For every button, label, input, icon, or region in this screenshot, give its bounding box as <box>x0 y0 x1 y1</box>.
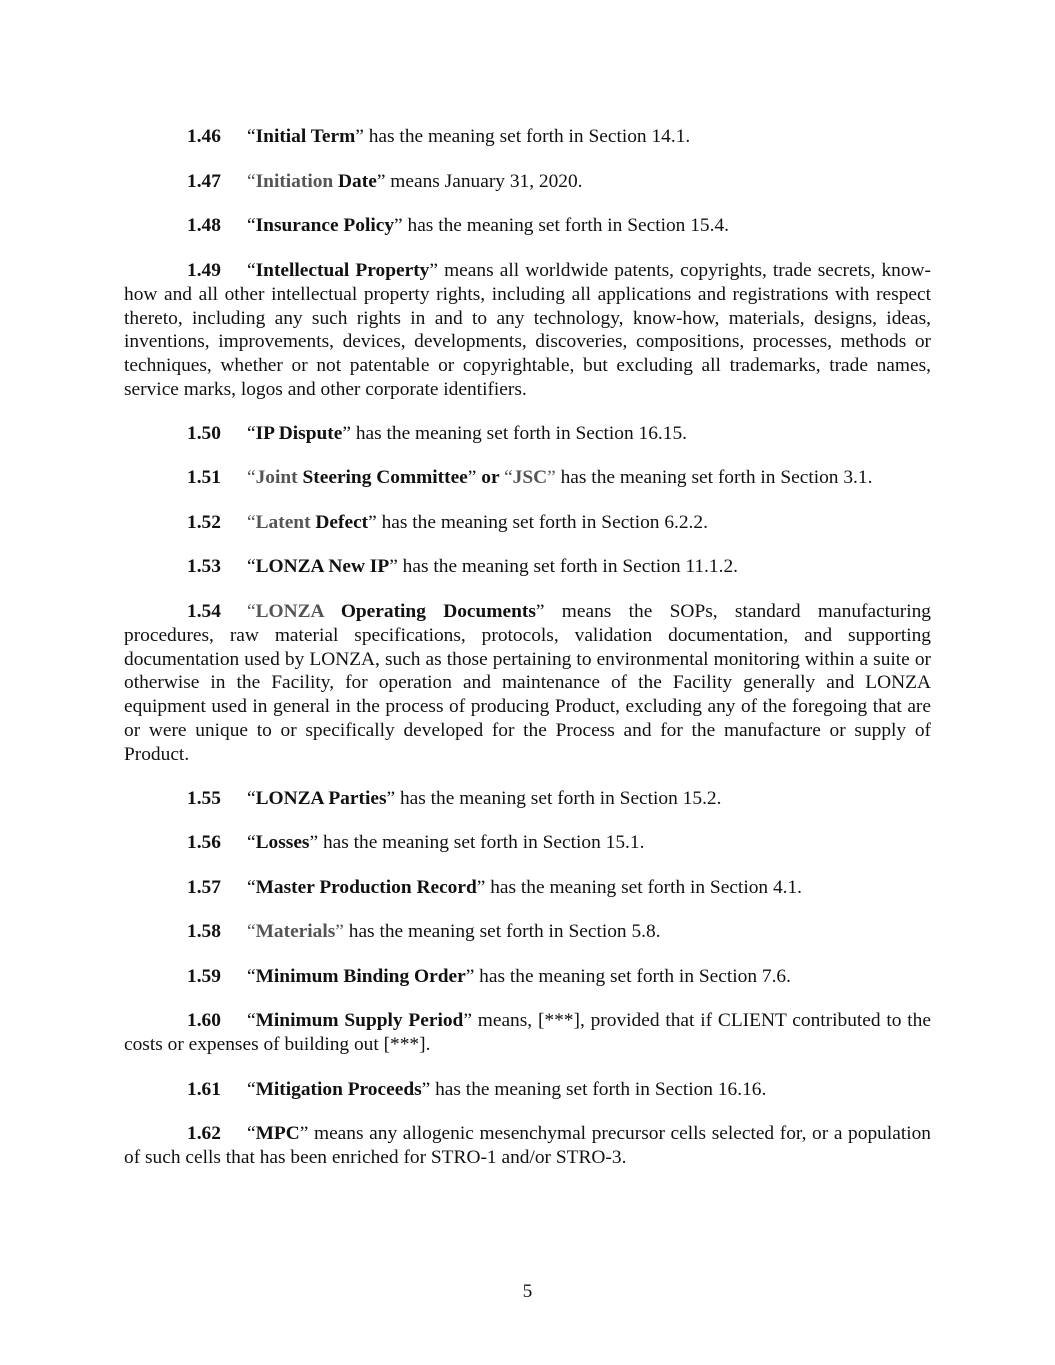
section-number: 1.48 <box>187 215 221 236</box>
section-number: 1.47 <box>187 171 221 192</box>
defined-term: Intellectual Property <box>255 260 430 281</box>
section-number: 1.54 <box>187 601 221 622</box>
section-number: 1.52 <box>187 512 221 533</box>
definition-text: has the meaning set forth in Section 16.15. <box>350 423 688 444</box>
defined-term: LONZA New IP <box>255 556 390 577</box>
section-number: 1.61 <box>187 1079 221 1100</box>
or-word: or <box>476 467 505 488</box>
defined-term: Master Production Record <box>255 877 477 898</box>
section-number: 1.62 <box>187 1123 221 1144</box>
definition-1-50: 1.50 “IP Dispute” has the meaning set forth in Section 16.15. <box>187 423 688 444</box>
definition-1-61: 1.61 “Mitigation Proceeds” has the meaning set forth in Section 16.16. <box>187 1079 767 1100</box>
definition-1-51: 1.51 “Joint Steering Committee” or “JSC” has the meaning set forth in Section 3.1. <box>187 467 873 488</box>
definition-text: means any allogenic mesenchymal precursor cells selected for, or a population of such cells that has been enriched for STRO-1 and/or STRO-3. <box>124 1123 931 1168</box>
section-number: 1.50 <box>187 423 221 444</box>
definition-1-53: 1.53 “LONZA New IP” has the meaning set forth in Section 11.1.2. <box>187 556 738 577</box>
defined-term-part: Steering Committee <box>297 467 468 488</box>
defined-term-part: LONZA <box>255 601 324 622</box>
section-number: 1.53 <box>187 556 221 577</box>
defined-term-part: Defect <box>310 512 369 533</box>
definition-1-47: 1.47 “Initiation Date” means January 31, 2020. <box>187 171 583 192</box>
defined-term-part: Initiation <box>255 171 334 192</box>
definition-1-60: 1.60 “Minimum Supply Period” means, [***], provided that if CLIENT contributed to the costs or expenses of building out [***]. <box>124 1010 931 1055</box>
definition-1-55: 1.55 “LONZA Parties” has the meaning set forth in Section 15.2. <box>187 788 722 809</box>
definition-1-49: 1.49 “Intellectual Property” means all worldwide patents, copyrights, trade secrets, know-how and all other intellectual property rights, including all applications and registrations with respect thereto, including any such rights in and to any technology, know-how, materials, designs, ideas, inventions, improvements, devices, developments, discoveries, compositions, processes, methods or techniques, whether or not patentable or copyrightable, but excluding all trademarks, trade names, service marks, logos and other corporate identifiers. <box>124 260 932 400</box>
definition-text: has the meaning set forth in Section 15.2. <box>395 788 722 809</box>
definition-text: has the meaning set forth in Section 4.1. <box>485 877 803 898</box>
defined-term: Mitigation Proceeds <box>255 1079 422 1100</box>
defined-term: Minimum Binding Order <box>255 966 466 987</box>
definition-text: has the meaning set forth in Section 11.1.2. <box>397 556 738 577</box>
section-number: 1.51 <box>187 467 221 488</box>
section-number: 1.46 <box>187 126 221 147</box>
defined-term-part: Date <box>333 171 377 192</box>
definition-1-56: 1.56 “Losses” has the meaning set forth in Section 15.1. <box>187 832 645 853</box>
section-number: 1.59 <box>187 966 221 987</box>
definition-1-52: 1.52 “Latent Defect” has the meaning set forth in Section 6.2.2. <box>187 512 708 533</box>
definition-text: has the meaning set forth in Section 3.1. <box>555 467 873 488</box>
definition-1-54: 1.54 “LONZA Operating Documents” means the SOPs, standard manufacturing procedures, raw material specifications, protocols, validation documentation, and supporting documentation used by LONZA, such as those pertaining to environmental monitoring within a suite or otherwise in the Facility, for operation and maintenance of the Facility generally and LONZA equipment used in general in the process of producing Product, excluding any of the foregoing that are or were unique to or specifically developed for the Process and for the manufacture or supply of Product. <box>124 601 932 765</box>
definition-text: means, [***], provided that if CLIENT contributed to the costs or expenses of building out [***]. <box>124 1010 931 1055</box>
defined-term: Materials <box>255 921 336 942</box>
defined-term: LONZA Parties <box>255 788 387 809</box>
definition-text: has the meaning set forth in Section 6.2.2. <box>376 512 708 533</box>
definition-1-46: 1.46 “Initial Term” has the meaning set forth in Section 14.1. <box>187 126 691 147</box>
section-number: 1.57 <box>187 877 221 898</box>
defined-term-alt: JSC <box>512 467 548 488</box>
defined-term: MPC <box>255 1123 300 1144</box>
defined-term: IP Dispute <box>255 423 343 444</box>
definition-text: has the meaning set forth in Section 5.8. <box>343 921 661 942</box>
definition-1-48: 1.48 “Insurance Policy” has the meaning set forth in Section 15.4. <box>187 215 730 236</box>
definition-text: has the meaning set forth in Section 15.4. <box>402 215 730 236</box>
definition-1-57: 1.57 “Master Production Record” has the meaning set forth in Section 4.1. <box>187 877 803 898</box>
section-number: 1.60 <box>187 1010 221 1031</box>
definition-text: has the meaning set forth in Section 15.1. <box>318 832 645 853</box>
defined-term: Initial Term <box>255 126 356 147</box>
defined-term-part: Operating Documents <box>323 601 536 622</box>
definition-text: has the meaning set forth in Section 16.16. <box>430 1079 767 1100</box>
definition-text: means all worldwide patents, copyrights, trade secrets, know-how and all other intellectual property rights, including all applications and registrations with respect thereto, including any such rights in and to any technology, know-how, materials, designs, ideas, inventions, improvements, devices, developments, discoveries, compositions, processes, methods or techniques, whether or not patentable or copyrightable, but excluding all trademarks, trade names, service marks, logos and other corporate identifiers. <box>124 260 932 400</box>
defined-term: Insurance Policy <box>255 215 395 236</box>
definition-1-62: 1.62 “MPC” means any allogenic mesenchymal precursor cells selected for, or a population of such cells that has been enriched for STRO-1 and/or STRO-3. <box>124 1123 931 1168</box>
section-number: 1.55 <box>187 788 221 809</box>
page-number: 5 <box>522 1281 533 1302</box>
section-number: 1.58 <box>187 921 221 942</box>
definition-text: has the meaning set forth in Section 7.6. <box>474 966 791 987</box>
definition-text: means the SOPs, standard manufacturing procedures, raw material specifications, protocols, validation documentation, and supporting documentation used by LONZA, such as those pertaining to environmental monitoring within a suite or otherwise in the Facility, for operation and maintenance of the Facility generally and LONZA equipment used in general in the process of producing Product, excluding any of the foregoing that are or were unique to or specifically developed for the Process and for the manufacture or supply of Product. <box>124 601 932 765</box>
section-number: 1.56 <box>187 832 221 853</box>
section-number: 1.49 <box>187 260 221 281</box>
definition-1-59: 1.59 “Minimum Binding Order” has the meaning set forth in Section 7.6. <box>187 966 791 987</box>
definition-text: means January 31, 2020. <box>385 171 583 192</box>
defined-term-part: Joint <box>255 467 298 488</box>
definition-1-58: 1.58 “Materials” has the meaning set forth in Section 5.8. <box>187 921 661 942</box>
defined-term: Losses <box>255 832 310 853</box>
defined-term: Minimum Supply Period <box>255 1010 464 1031</box>
defined-term-part: Latent <box>255 512 311 533</box>
definition-text: has the meaning set forth in Section 14.1. <box>363 126 691 147</box>
